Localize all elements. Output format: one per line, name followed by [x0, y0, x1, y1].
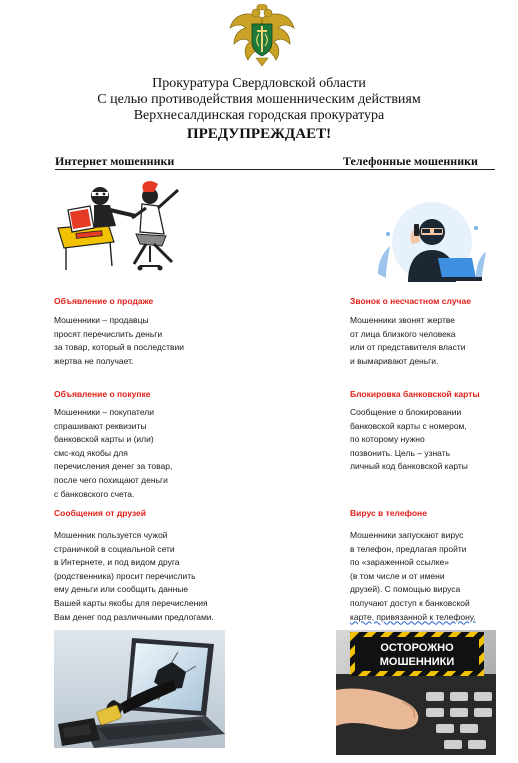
sign-text-line-1: ОСТОРОЖНО: [380, 642, 454, 654]
left-column-title: Интернет мошенники: [55, 154, 175, 168]
left-paragraph-friend-messages: Мошенник пользуется чужой страничкой в социальной сети в Интернете, и под видом друга (родственника) просит перечислить ему деньги или сообщить данные Вашей карты якобы для перечисления Вам денег под различными предлогами.: [54, 530, 214, 622]
left-heading-purchase-ad: Объявление о покупке: [54, 389, 151, 399]
left-heading-sale-ad: Объявление о продаже: [54, 296, 154, 306]
left-paragraph-sale-ad: Мошенники – продавцы просят перечислить деньги за товар, который в последствии жертва не получает.: [54, 315, 185, 366]
header-warning: ПРЕДУПРЕЖДАЕТ!: [186, 126, 332, 142]
right-heading-accident-call: Звонок о несчастном случае: [350, 296, 471, 306]
header-line-3: Верхнесалдинская городская прокуратура: [133, 108, 385, 123]
right-paragraph-accident-call: Мошенники звонят жертве от лица близкого человека или от представителя власти и вымаривают деньги.: [350, 315, 466, 366]
header-line-1: Прокуратура Свердловской области: [152, 76, 366, 91]
right-paragraph-phone-virus: Мошенники запускают вирус в телефон, предлагая пройти по «зараженной ссылке» (в том числе и от имени друзей). С помощью вируса получают доступ к банковской карте, привязанной к телефону.: [350, 530, 476, 622]
phone-fraud-illustration: [372, 198, 490, 282]
internet-fraud-illustration: [54, 178, 188, 282]
left-heading-friend-messages: Сообщения от друзей: [54, 508, 147, 518]
header-block: [0, 76, 518, 142]
right-heading-card-blocking: Блокировка банковской карты: [350, 389, 480, 399]
title-underline: [55, 169, 495, 170]
phone-keypad-warning-photo: [336, 630, 496, 755]
prosecutor-emblem-icon: [226, 4, 298, 70]
sign-text-line-2: МОШЕННИКИ: [379, 656, 455, 668]
header-line-2: С целью противодействия мошенническим действиям: [97, 92, 421, 107]
card-theft-photo: [54, 630, 225, 748]
right-heading-phone-virus: Вирус в телефоне: [350, 508, 427, 518]
right-column-title: Телефонные мошенники: [343, 154, 478, 168]
right-paragraph-card-blocking: Сообщение о блокировании банковской карты с номером, по которому нужно позвонить. Цель – узнать личный код банковской карты: [350, 407, 468, 472]
left-paragraph-purchase-ad: Мошенники – покупатели спрашивают реквизиты банковской карты и (или) смс-код якобы для перечисления денег за товар, после чего похищают деньги с банковского счета.: [54, 407, 173, 499]
